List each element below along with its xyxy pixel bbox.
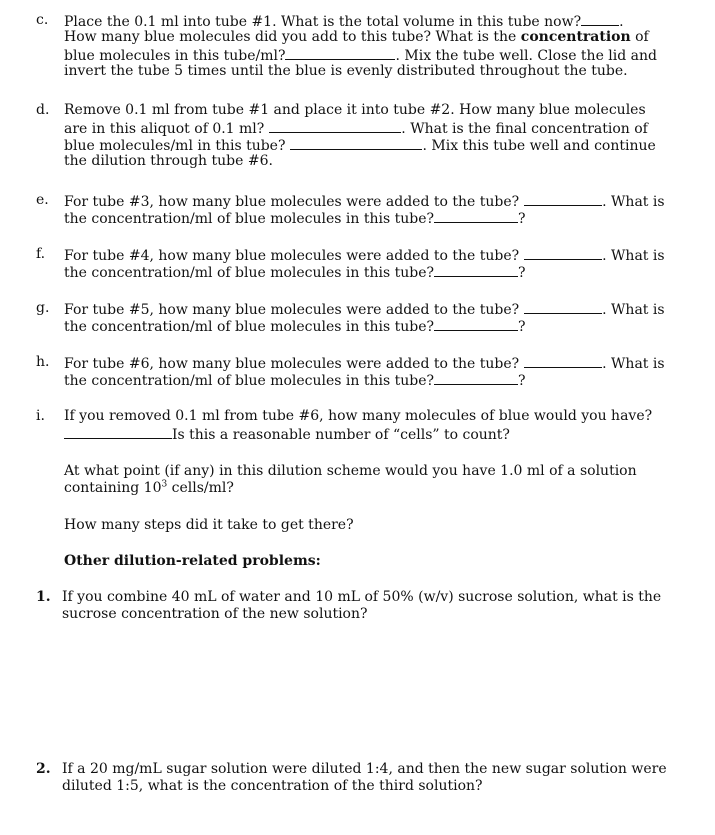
item-label: f. [36, 246, 46, 262]
answer-blank[interactable] [524, 192, 602, 206]
answer-blank[interactable] [290, 136, 422, 150]
problem-text: If a 20 mg/mL sugar solution were diluted 1:4, and then the new sugar solution were [62, 761, 667, 777]
item-text: invert the tube 5 times until the blue is evenly distributed throughout the tube. [64, 63, 628, 79]
item-label: e. [36, 192, 49, 208]
item-text: If you removed 0.1 ml from tube #6, how many molecules of blue would you have? [64, 408, 653, 424]
answer-blank[interactable] [285, 46, 395, 60]
item-c: c. Place the 0.1 ml into tube #1. What is the total volume in this tube now? . How many blue molecules did you add to this tube? What is the concentration of blue molecules in this tube/ml? . Mix the tube well. Close the lid and invert the tube 5 times until the blue is evenly distributed throughout the tube. [36, 12, 657, 79]
item-text: How many blue molecules did you add to this tube? What is the [64, 29, 517, 45]
item-text: the dilution through tube #6. [64, 153, 273, 169]
item-text: For tube #4, how many blue molecules were added to the tube? [64, 248, 520, 264]
problem-text: sucrose concentration of the new solution? [62, 606, 368, 622]
item-text: For tube #6, how many blue molecules were added to the tube? [64, 356, 520, 372]
item-label: d. [36, 102, 50, 118]
item-text: the concentration/ml of blue molecules in this tube? [64, 319, 435, 335]
answer-blank[interactable] [434, 263, 518, 277]
item-label: c. [36, 12, 49, 28]
item-e: e. For tube #3, how many blue molecules were added to the tube? . What is the concentration/ml of blue molecules in this tube? ? [36, 192, 665, 227]
answer-blank[interactable] [434, 317, 518, 331]
item-label: i. [36, 408, 45, 424]
problem-text: diluted 1:5, what is the concentration of the third solution? [62, 778, 483, 794]
item-text: are in this aliquot of 0.1 ml? [64, 121, 265, 137]
item-text: blue molecules/ml in this tube? [64, 138, 286, 154]
item-d: d. Remove 0.1 ml from tube #1 and place it into tube #2. How many blue molecules are in this aliquot of 0.1 ml? . What is the final concentration of blue molecules/ml in this tube? . Mix this tube well and continue the dilution through tube #6. [36, 102, 656, 169]
item-text: the concentration/ml of blue molecules in this tube? [64, 211, 435, 227]
question-point: At what point (if any) in this dilution scheme would you have 1.0 ml of a solution containing $10^3$ cells/ml? [64, 463, 637, 496]
answer-blank[interactable] [524, 246, 602, 260]
item-text: blue molecules in this tube/ml? [64, 48, 286, 64]
item-text: the concentration/ml of blue molecules in this tube? [64, 265, 435, 281]
item-text: the concentration/ml of blue molecules in this tube? [64, 373, 435, 389]
problem-text: If you combine 40 mL of water and 10 mL of 50% (w/v) sucrose solution, what is the [62, 589, 662, 605]
item-text: Remove 0.1 ml from tube #1 and place it into tube #2. How many blue molecules [64, 102, 646, 118]
item-text: Is this a reasonable number of “cells” to count? [172, 427, 510, 443]
item-text: For tube #3, how many blue molecules were added to the tube? [64, 194, 520, 210]
item-text: For tube #5, how many blue molecules were added to the tube? [64, 302, 520, 318]
answer-blank[interactable] [524, 300, 602, 314]
answer-blank[interactable] [434, 371, 518, 385]
other-problems-heading: Other dilution-related problems: [64, 553, 321, 569]
item-g: g. For tube #5, how many blue molecules were added to the tube? . What is the concentration/ml of blue molecules in this tube? ? [36, 300, 665, 335]
item-label: h. [36, 354, 50, 370]
item-h: h. For tube #6, how many blue molecules were added to the tube? . What is the concentration/ml of blue molecules in this tube? ? [36, 354, 665, 389]
bold-term: concentration [520, 29, 631, 45]
item-f: f. For tube #4, how many blue molecules were added to the tube? . What is the concentration/ml of blue molecules in this tube? ? [36, 246, 665, 281]
answer-blank[interactable] [524, 354, 602, 368]
item-text: Place the 0.1 ml into tube #1. What is the total volume in this tube now? [64, 14, 582, 30]
item-label: g. [36, 300, 50, 316]
answer-blank[interactable] [581, 12, 619, 26]
exponent: 3 [161, 479, 168, 490]
question-steps: How many steps did it take to get there? [64, 517, 354, 533]
problem-number: 2. [36, 761, 51, 777]
answer-blank[interactable] [64, 425, 172, 439]
answer-blank[interactable] [269, 119, 401, 133]
problem-number: 1. [36, 589, 51, 605]
answer-blank[interactable] [434, 209, 518, 223]
item-i [36, 408, 694, 443]
